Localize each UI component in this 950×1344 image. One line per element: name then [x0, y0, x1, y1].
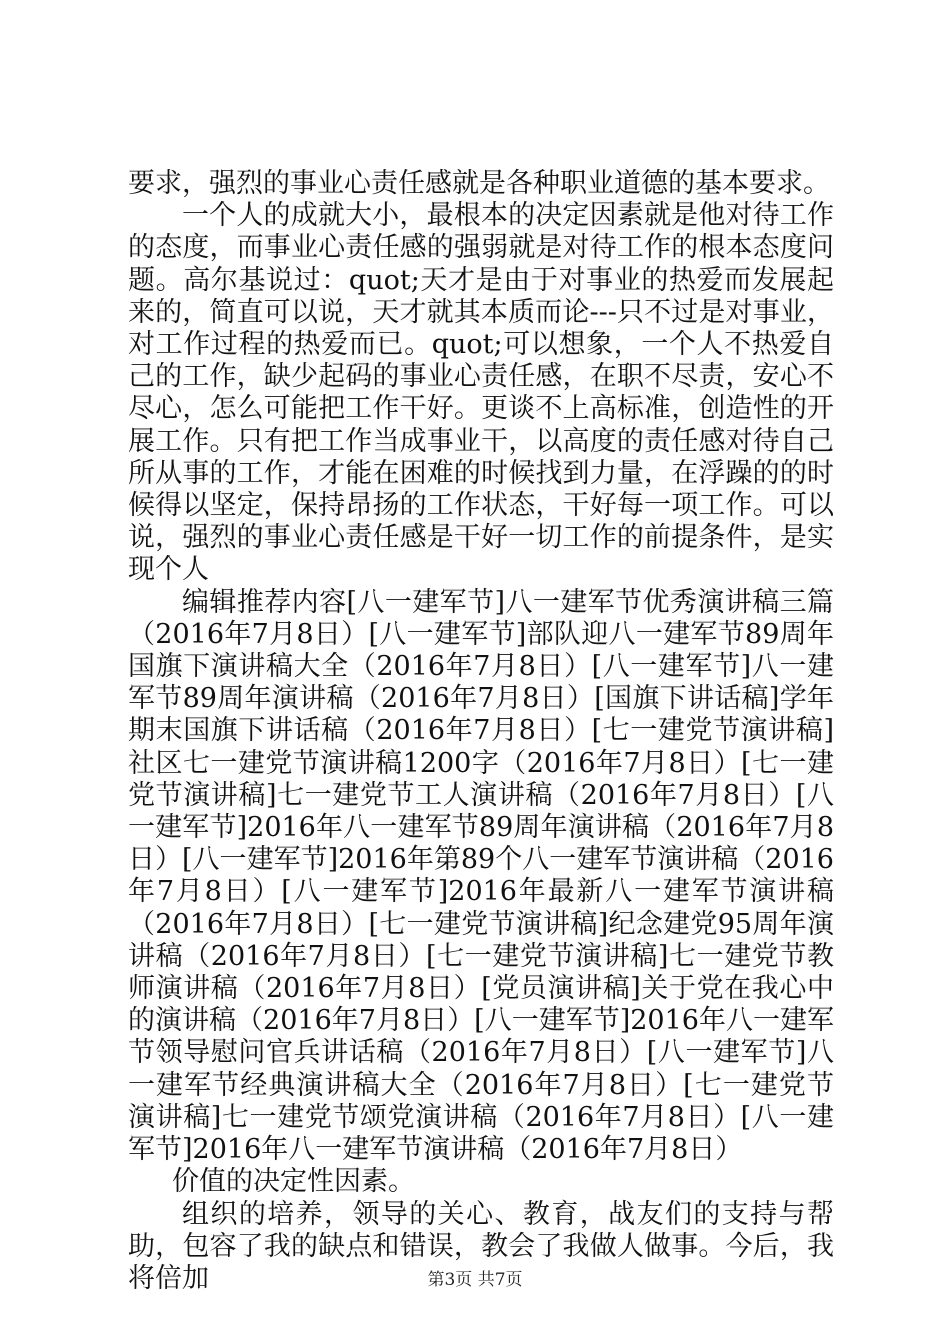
paragraph-4: 组织的培养，领导的关心、教育，战友们的支持与帮助，包容了我的缺点和错误，教会了我做人做事。今后，我将倍加 — [128, 1198, 834, 1294]
paragraph-2: 一个人的成就大小，最根本的决定因素就是他对待工作的态度，而事业心责任感的强弱就是对待工作的根本态度问题。高尔基说过：quot;天才是由于对事业的热爱而发展起来的，简直可以说，天才就其本质而论---只不过是对事业，对工作过程的热爱而已。quot;可以想象，一个人不热爱自己的工作，缺少起码的事业心责任感，在职不尽责，安心不尽心，怎么可能把工作干好。更谈不上高标准，创造性的开展工作。只有把工作当成事业干，以高度的责任感对待自己所从事的工作，才能在困难的时候找到力量，在浮躁的的时候得以坚定，保持昂扬的工作状态，干好每一项工作。可以说，强烈的事业心责任感是干好一切工作的前提条件，是实现个人 — [128, 200, 834, 586]
document-body — [128, 168, 834, 1295]
recommended-content: 编辑推荐内容[八一建军节]八一建军节优秀演讲稿三篇（2016年7月8日）[八一建军节]部队迎八一建军节89周年国旗下演讲稿大全（2016年7月8日）[八一建军节]八一建军节89周年演讲稿（2016年7月8日）[国旗下讲话稿]学年期末国旗下讲话稿（2016年7月8日）[七一建党节演讲稿]社区七一建党节演讲稿1200字（2016年7月8日）[七一建党节演讲稿]七一建党节工人演讲稿（2016年7月8日）[八一建军节]2016年八一建军节89周年演讲稿（2016年7月8日）[八一建军节]2016年第89个八一建军节演讲稿（2016年7月8日）[八一建军节]2016年最新八一建军节演讲稿（2016年7月8日）[七一建党节演讲稿]纪念建党95周年演讲稿（2016年7月8日）[七一建党节演讲稿]七一建党节教师演讲稿（2016年7月8日）[党员演讲稿]关于党在我心中的演讲稿（2016年7月8日）[八一建军节]2016年八一建军节领导慰问官兵讲话稿（2016年7月8日）[八一建军节]八一建军节经典演讲稿大全（2016年7月8日）[七一建党节演讲稿]七一建党节颂党演讲稿（2016年7月8日）[八一建军节]2016年八一建军节演讲稿（2016年7月8日） — [128, 586, 834, 1166]
paragraph-3: 价值的决定性因素。 — [172, 1166, 415, 1198]
page-number: 第3页 共7页 — [427, 1270, 523, 1290]
paragraph-1: 要求，强烈的事业心责任感就是各种职业道德的基本要求。 — [128, 168, 830, 199]
